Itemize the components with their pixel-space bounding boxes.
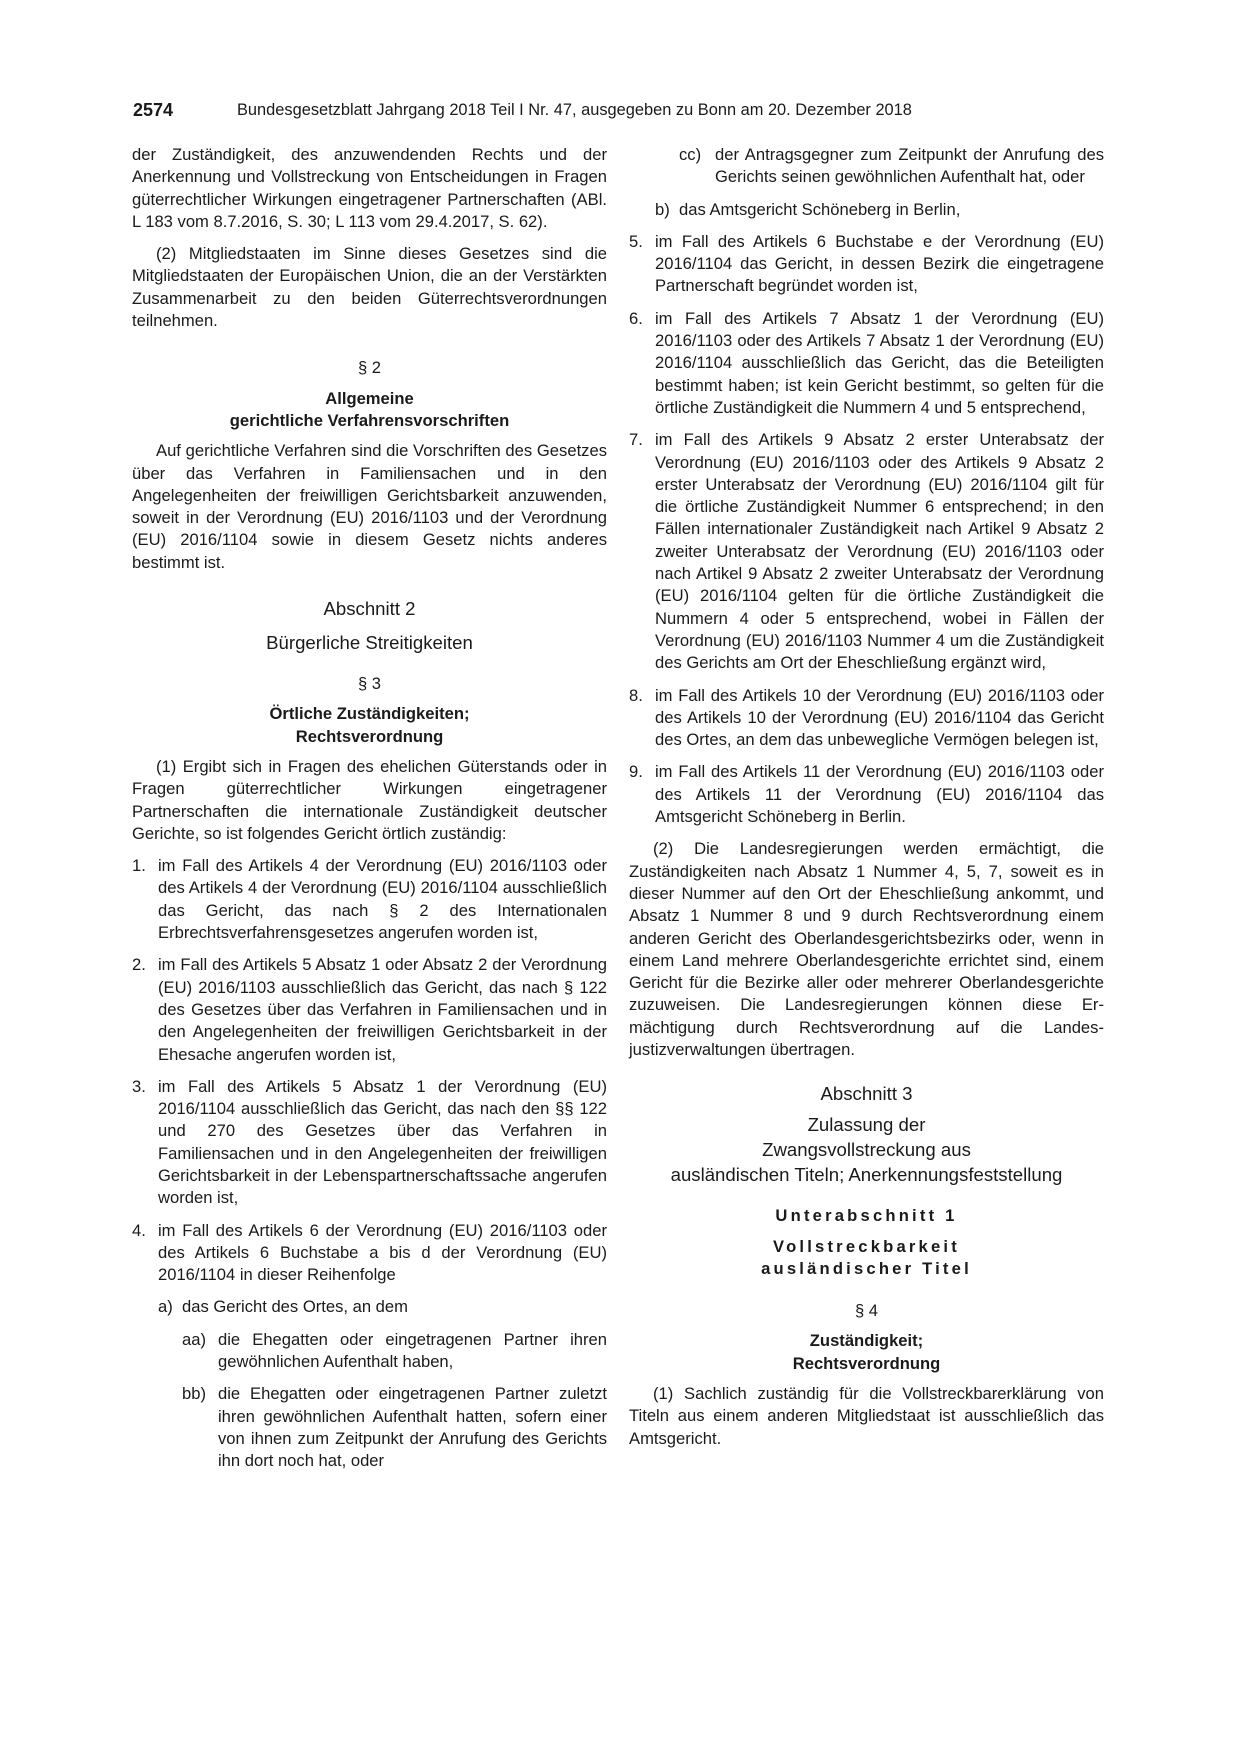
right-column: [629, 144, 1104, 1450]
abschnitt-2-title: Bürgerliche Streitigkeiten: [266, 632, 473, 654]
list-item: 6. im Fall des Artikels 7 Absatz 1 der Verordnung (EU) 2016/1103 oder des Artikels 7 Absatz 1 der Verordnung (EU) 2016/1104 ausschließlich das Gericht, das die Beteiligten bestimmt haben; ist kein Gericht bestimmt, so gelten für die örtliche Zuständigkeit die Nummern 4 und 5 entsprechend,: [629, 308, 1104, 417]
section-2-text: Auf gerichtliche Verfahren sind die Vorschriften des Gesetzes über das Verfahren in Familiensachen und in den Angelegenheiten der freiwilligen Gerichtsbarkeit anzuwenden, soweit in der Verordnung (EU) 2016/1103 und der Verordnung (EU) 2016/1104 sowie in diesem Gesetz nichts anderes bestimmt ist.: [132, 441, 607, 572]
list-item: 2. im Fall des Artikels 5 Absatz 1 oder Absatz 2 der Verordnung (EU) 2016/1103 ausschließlich das Gericht, das nach § 122 des Gesetzes über das Verfahren in Familiensachen und in den Angelegenheiten der freiwilligen Gerichtsbarkeit in der Ehesache angerufen worden ist,: [132, 955, 607, 1064]
section-4-title-line2: Rechtsverordnung: [792, 1353, 941, 1373]
list-item: 9. im Fall des Artikels 11 der Verordnung (EU) 2016/1103 oder des Artikels 11 der Verordnung (EU) 2016/1104 das Amtsgericht Schöneberg in Berlin.: [629, 762, 1104, 827]
sub-sub-list-item: bb) die Ehegatten oder eingetragenen Partner zuletzt ihren gewöhnlichen Aufenthalt hatten, sofern einer von ihnen zum Zeitpunkt der Anrufung des Gerichts ihn dort noch hat, oder: [182, 1384, 607, 1471]
abschnitt-3-title-line3: ausländischen Titeln; Anerkennungsfeststellung: [670, 1164, 1063, 1186]
list-item: 3. im Fall des Artikels 5 Absatz 1 der Verordnung (EU) 2016/1104 ausschließlich das Gericht, das nach den §§ 122 und 270 des Gesetzes über das Verfahren in Familiensachen und in den Angelegenheiten der freiwilligen Gerichtsbarkeit in der Lebenspartnerschaftssache angerufen worden ist,: [132, 1076, 607, 1208]
paragraph-2: (2) Mitgliedstaaten im Sinne dieses Gesetzes sind die Mitgliedstaaten der Europäischen Union, die an der Verstärkten Zusammenarbeit zu den beiden Güterrechtsverordnungen teilnehmen.: [132, 244, 607, 331]
section-2-number: § 2: [357, 358, 382, 378]
sub-list-item: a) das Gericht des Ortes, an dem: [158, 1297, 408, 1317]
sub-list-item: b) das Amtsgericht Schöneberg in Berlin,: [655, 199, 961, 219]
abschnitt-3-title-line1: Zulassung der: [807, 1114, 926, 1136]
abschnitt-2-heading: Abschnitt 2: [323, 598, 416, 620]
unterabschnitt-1-title-line2: ausländischer Titel: [761, 1258, 972, 1278]
abschnitt-3-heading: Abschnitt 3: [820, 1083, 913, 1105]
abschnitt-3-title-line2: Zwangsvollstreckung aus: [762, 1139, 971, 1161]
section-2-title-line2: gerichtliche Verfahrensvorschriften: [229, 410, 510, 430]
list-item: 4. im Fall des Artikels 6 der Verordnung (EU) 2016/1103 oder des Artikels 6 Buchstabe a bis d der Verordnung (EU) 2016/1104 in dieser Reihenfolge: [132, 1220, 607, 1285]
section-4-title-line1: Zuständigkeit;: [809, 1331, 924, 1351]
unterabschnitt-1-heading: Unterabschnitt 1: [775, 1206, 958, 1226]
list-item: 5. im Fall des Artikels 6 Buchstabe e der Verordnung (EU) 2016/1104 das Gericht, in dessen Bezirk die eingetragene Partnerschaft begründet worden ist,: [629, 231, 1104, 296]
sub-sub-list-item: aa) die Ehegatten oder eingetragenen Partner ihren gewöhnlichen Aufenthalt haben,: [182, 1329, 607, 1372]
section-2-title-line1: Allgemeine: [325, 388, 414, 408]
list-item: 8. im Fall des Artikels 10 der Verordnung (EU) 2016/1103 oder des Artikels 10 der Verordnung (EU) 2016/1104 das Gericht des Ortes, an dem das unbewegliche Vermögen belegen ist,: [629, 685, 1104, 750]
unterabschnitt-1-title-line1: Vollstreckbarkeit: [773, 1236, 960, 1256]
section-3-paragraph-1: (1) Ergibt sich in Fragen des ehelichen Güterstands oder in Fragen güterrechtlicher Wirkungen eingetragener Partnerschaften die internationale Zuständigkeit deutscher Gerichte, so ist folgendes Gericht örtlich zuständig:: [132, 756, 607, 843]
list-item: 7. im Fall des Artikels 9 Absatz 2 erster Unterabsatz der Verordnung (EU) 2016/1103 oder des Artikels 9 Absatz 2 erster Unterabsatz der Verordnung (EU) 2016/1104 gilt für die örtliche Zuständigkeit Nummer 6 entsprechend; in den Fällen internationaler Zuständigkeit nach Artikel 9 Absatz 2 zweiter Unterabsatz der Verordnung (EU) 2016/1103 oder nach Artikel 9 Absatz 2 zweiter Unterabsatz der Verordnung (EU) 2016/1104 gelten für die örtliche Zuständigkeit die Nummern 4 oder 5 entsprechend, wobei in Fällen der Verordnung (EU) 2016/1103 Nummer 4 um die Zuständigkeit des Gerichts am Ort der Eheschließung ergänzt wird,: [629, 430, 1104, 673]
section-3-title-line1: Örtliche Zuständigkeiten;: [269, 704, 470, 724]
section-4-number: § 4: [854, 1301, 879, 1321]
list-item: 1. im Fall des Artikels 4 der Verordnung (EU) 2016/1103 oder des Artikels 4 der Verordnung (EU) 2016/1104 ausschließlich das Gericht, das nach § 2 des Internationalen Erbrechtsverfahrensgesetzes angerufen worden ist,: [132, 856, 607, 943]
running-title: Bundesgesetzblatt Jahrgang 2018 Teil I Nr. 47, ausgegeben zu Bonn am 20. Dezember 2018: [237, 101, 912, 119]
section-3-title-line2: Rechtsverordnung: [295, 726, 444, 746]
section-4-paragraph-1: (1) Sachlich zuständig für die Vollstreckbarerklärung von Titeln aus einem anderen Mitgliedstaat ist ausschließlich das Amtsgericht.: [629, 1384, 1104, 1448]
section-3-paragraph-2: (2) Die Landesregierungen werden ermächtigt, die Zuständigkeiten nach Absatz 1 Nummer 4, 5, 7, soweit es in dieser Nummer auf den Ort der Eheschließung ankommt, und Absatz 1 Nummer 8 und 9 durch Rechtsverordnung einem anderen Gericht des Oberlandesgerichtsbezirks oder, wenn in einem Land mehrere Oberlandesgerichte errichtet sind, einem Gericht für die Bezirke aller oder mehrerer Oberlandesgerichte zuzuweisen. Die Landesregierungen können diese Ermächtigung durch Rechtsverordnung auf die Landesjustizverwaltungen übertragen.: [629, 839, 1104, 1059]
continued-paragraph: der Zuständigkeit, des anzuwendenden Rechts und der Anerkennung und Vollstreckung von Entscheidungen in Fragen güterrechtlicher Wirkungen eingetragener Partnerschaften (ABl. L 183 vom 8.7.2016, S. 30; L 113 vom 29.4.2017, S. 62).: [132, 145, 607, 231]
page-header: [133, 100, 1113, 126]
left-column: [132, 144, 607, 1473]
section-3-number: § 3: [357, 674, 382, 694]
page-number: 2574: [133, 100, 174, 120]
sub-sub-list-item: cc) der Antragsgegner zum Zeitpunkt der Anrufung des Gerichts seinen gewöhnlichen Aufenthalt hat, oder: [679, 145, 1104, 187]
